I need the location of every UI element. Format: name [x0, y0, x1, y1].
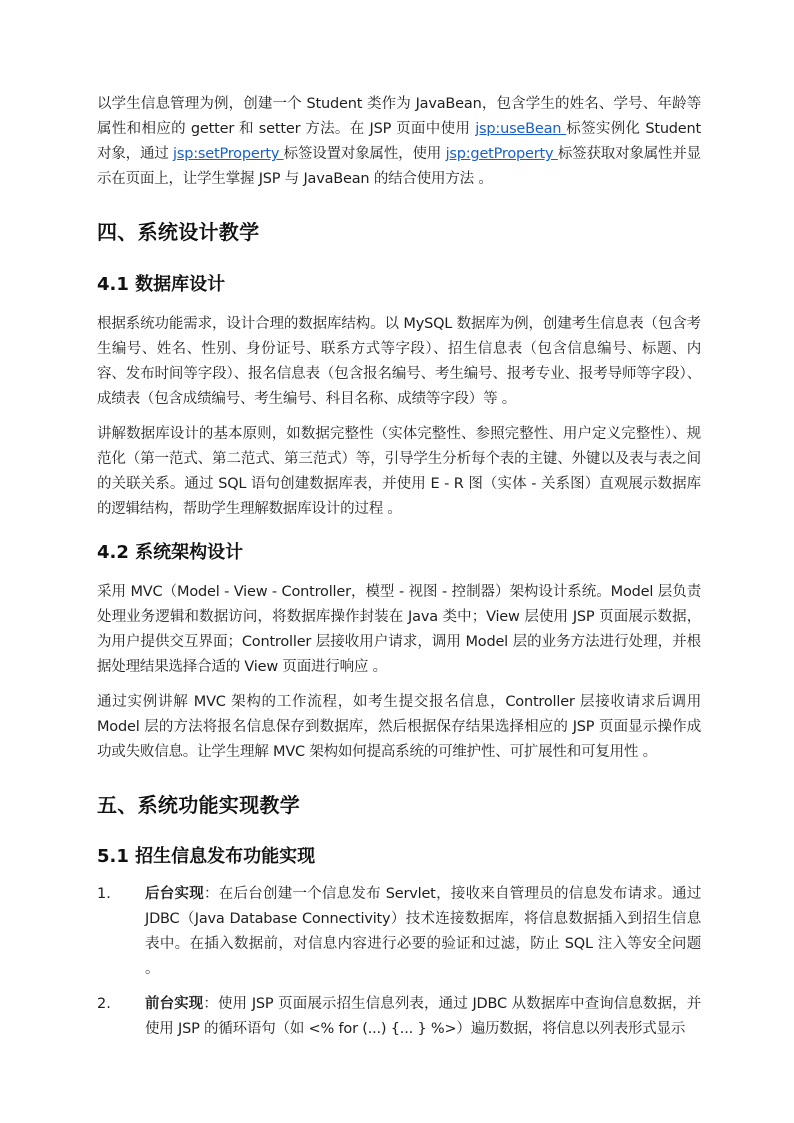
list-item [97, 992, 701, 1042]
section-4-heading: 四、系统设计教学 [97, 220, 260, 244]
list-item-text [145, 992, 701, 1042]
list-item-label: 前台实现 [145, 996, 204, 1012]
list-item-number: 2. [97, 996, 111, 1012]
list-item-number: 1. [97, 886, 111, 902]
intro-text-2: 标签实例化 Student 对象，通过 [97, 121, 702, 162]
section-4-1-heading: 4.1 数据库设计 [97, 274, 226, 295]
document-page [97, 92, 701, 1042]
intro-text-1: 以学生信息管理为例，创建一个 Student 类作为 JavaBean，包含学生的姓名、学号、年龄等属性和相应的 getter 和 setter 方法。在 JSP 页面中使用 [97, 96, 701, 137]
intro-text-4: 标签获取对象属性并显示在页面上，让学生掌握 JSP 与 JavaBean 的结合使用方法 。 [97, 146, 701, 187]
section-5-1-heading: 5.1 招生信息发布功能实现 [97, 846, 316, 867]
section-5-heading: 五、系统功能实现教学 [97, 793, 300, 817]
list-item-body: ：在后台创建一个信息发布 Servlet，接收来自管理员的信息发布请求。通过 JDBC（Java Database Connectivity）技术连接数据库，将信息数据插入到招生信息表中。在插入数据前，对信息内容进行必要的验证和过滤，防止 SQL 注入等安全问题 。 [145, 886, 702, 977]
section-4-1-paragraph-2: 讲解数据库设计的基本原则，如数据完整性（实体完整性、参照完整性、用户定义完整性）、规范化（第一范式、第二范式、第三范式）等，引导学生分析每个表的主键、外键以及表与表之间的关联关系。通过 SQL 语句创建数据库表，并使用 E - R 图（实体 - 关系图）直观展示数据库的逻辑结构，帮助学生理解数据库设计的过程 。 [97, 426, 701, 517]
intro-text-3: 标签设置对象属性，使用 [283, 146, 446, 162]
list-item [97, 882, 701, 982]
jsp-getproperty-link[interactable]: jsp:getProperty [445, 146, 558, 162]
implementation-list [97, 882, 701, 1042]
section-4-1-paragraph-1: 根据系统功能需求，设计合理的数据库结构。以 MySQL 数据库为例，创建考生信息表（包含考生编号、姓名、性别、身份证号、联系方式等字段）、招生信息表（包含信息编号、标题、内容、发布时间等字段）、报名信息表（包含报名编号、考生编号、报考专业、报考导师等字段）、成绩表（包含成绩编号、考生编号、科目名称、成绩等字段）等 。 [97, 316, 701, 407]
list-item-label: 后台实现 [145, 886, 204, 902]
section-4-2-heading: 4.2 系统架构设计 [97, 542, 244, 563]
section-4-2-paragraph-2: 通过实例讲解 MVC 架构的工作流程，如考生提交报名信息，Controller 层接收请求后调用 Model 层的方法将报名信息保存到数据库，然后根据保存结果选择相应的 JSP 页面显示操作成功或失败信息。让学生理解 MVC 架构如何提高系统的可维护性、可扩展性和可复用性 。 [97, 694, 701, 760]
jsp-usebean-link[interactable]: jsp:useBean [475, 121, 567, 137]
intro-paragraph [97, 92, 701, 192]
jsp-setproperty-link[interactable]: jsp:setProperty [173, 146, 284, 162]
section-4-2-paragraph-1: 采用 MVC（Model - View - Controller，模型 - 视图 - 控制器）架构设计系统。Model 层负责处理业务逻辑和数据访问，将数据库操作封装在 Java 类中；View 层使用 JSP 页面展示数据，为用户提供交互界面；Controller 层接收用户请求，调用 Model 层的业务方法进行处理，并根据处理结果选择合适的 View 页面进行响应 。 [97, 584, 701, 675]
list-item-body: ：使用 JSP 页面展示招生信息列表，通过 JDBC 从数据库中查询信息数据，并使用 JSP 的循环语句（如 <% for (...) {... } %>）遍历数据，将信息以列表形式显示 [145, 996, 701, 1037]
list-item-text [145, 882, 701, 982]
